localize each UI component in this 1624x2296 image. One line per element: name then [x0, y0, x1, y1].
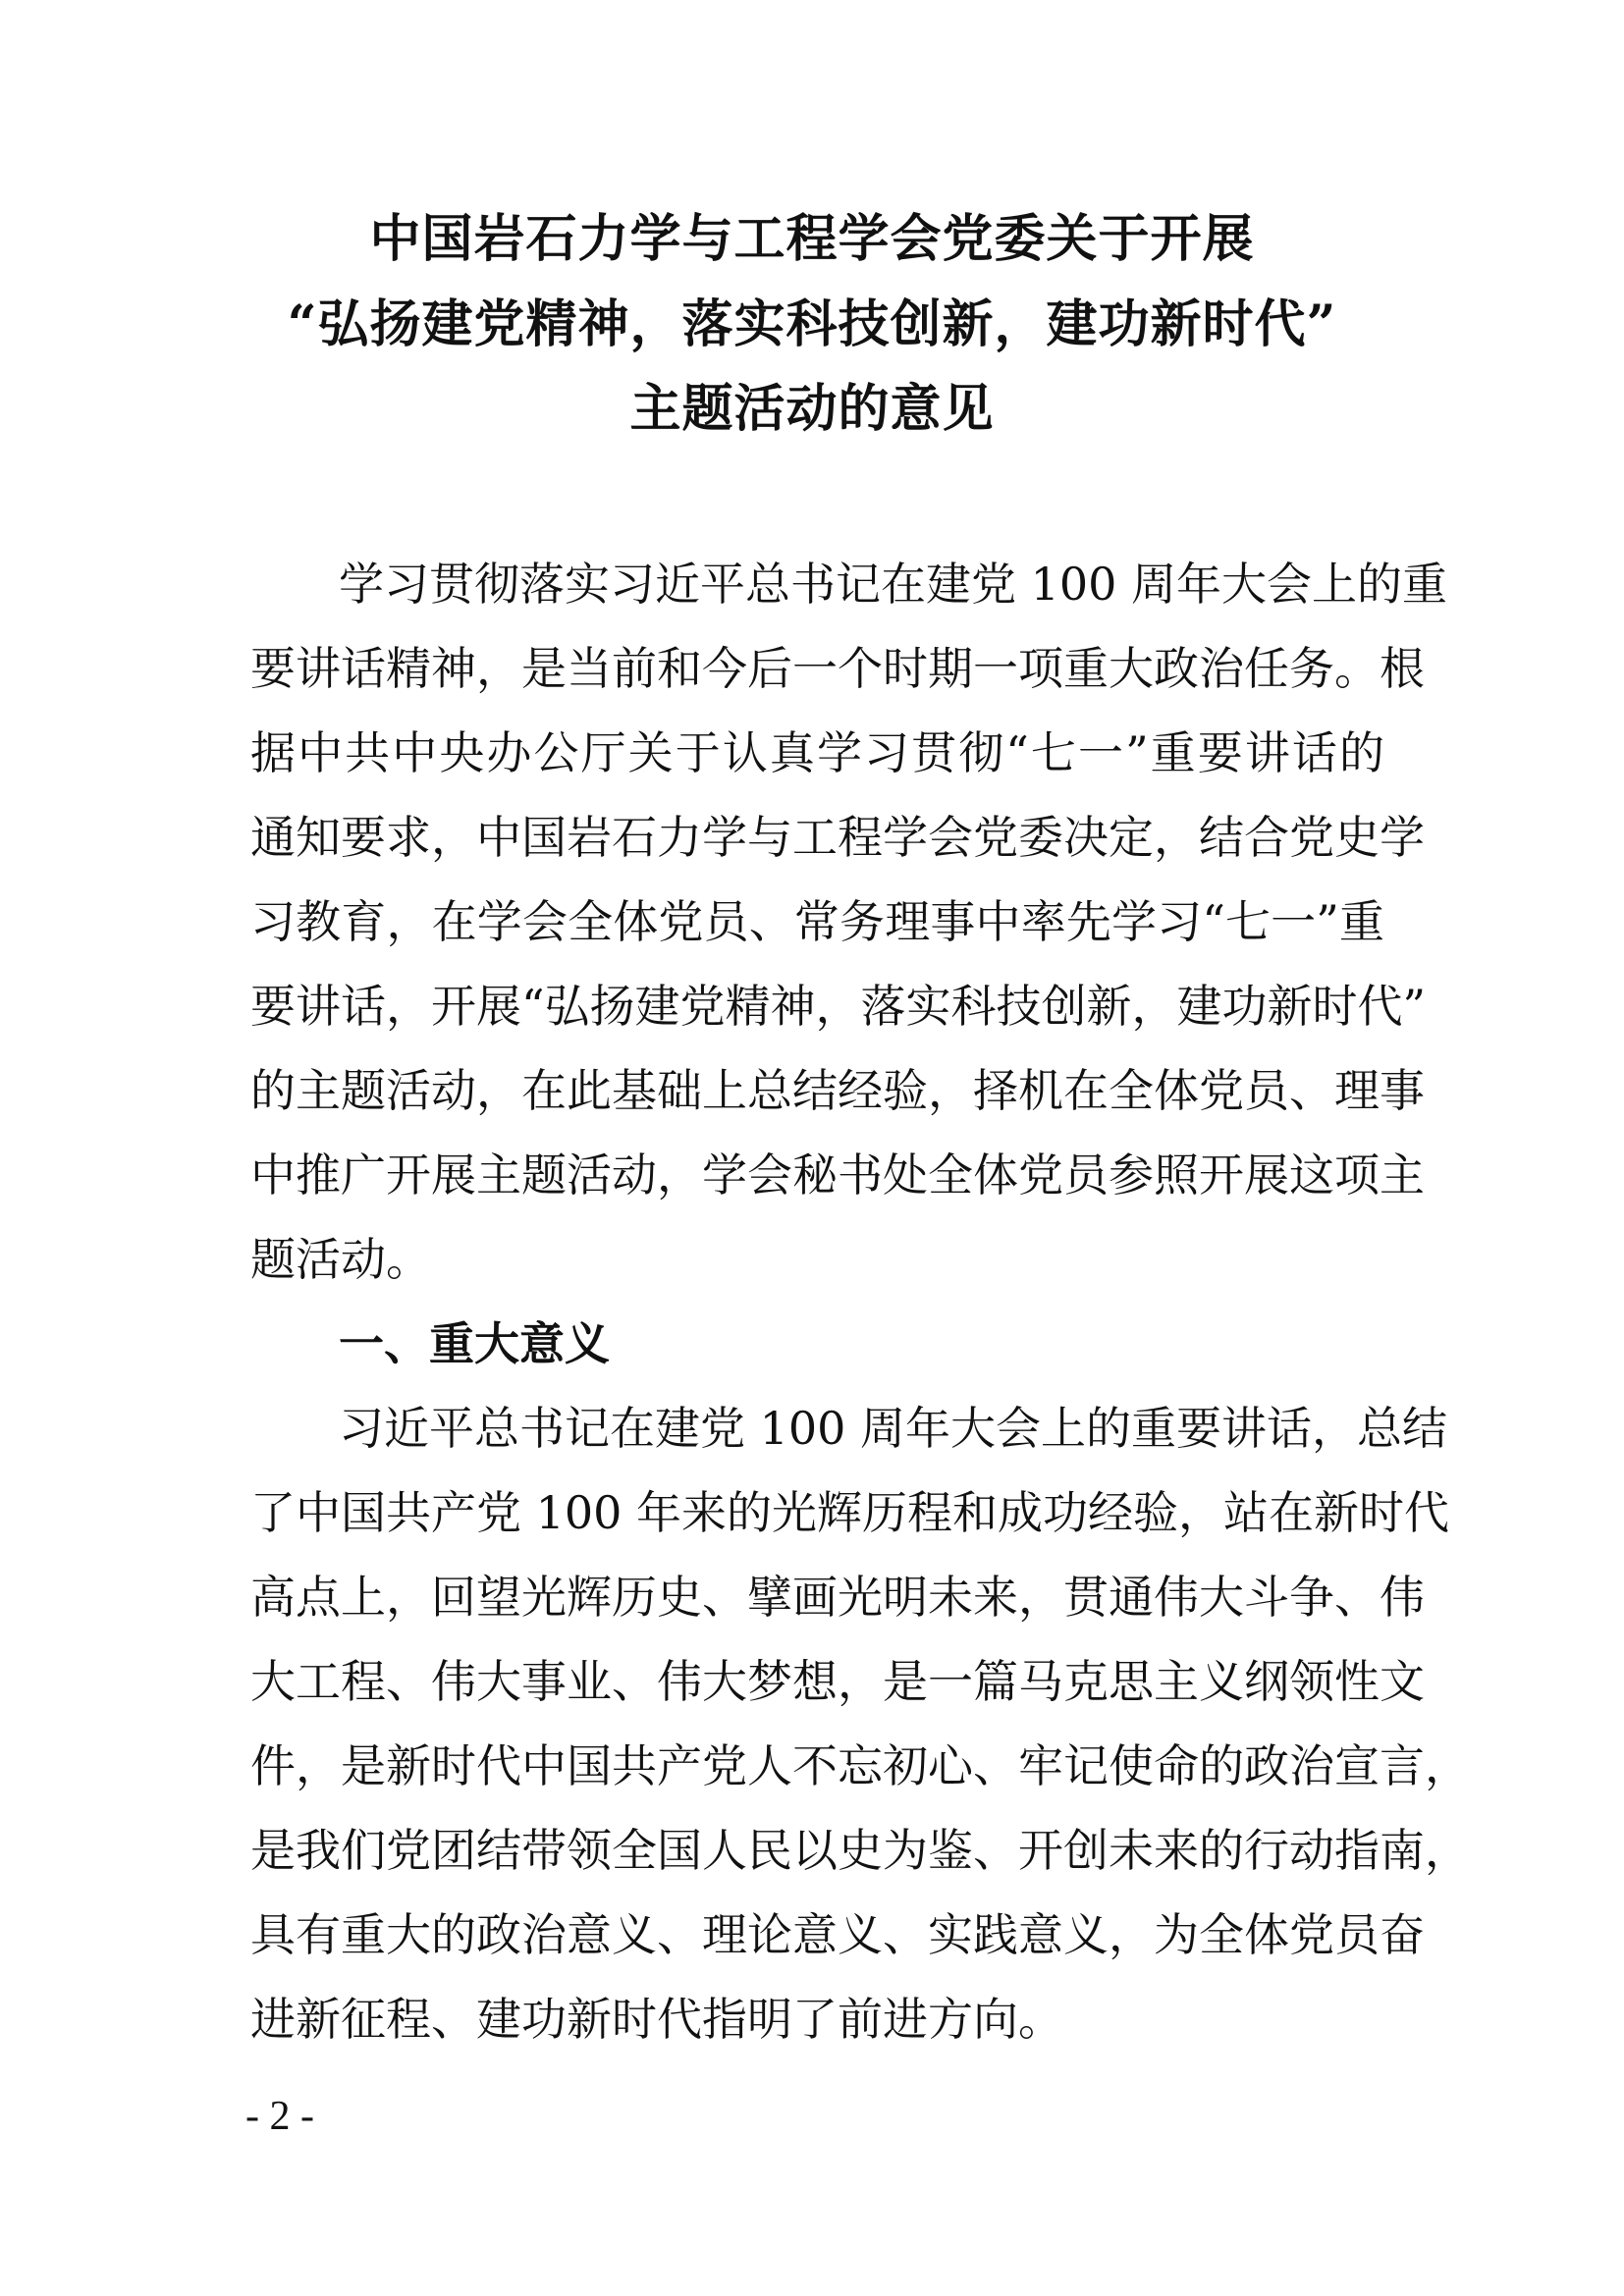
intro-line-6: 要讲话，开展“弘扬建党精神，落实科技创新，建功新时代” [250, 980, 1427, 1033]
intro-line-4: 通知要求，中国岩石力学与工程学会党委决定，结合党史学 [250, 811, 1425, 864]
intro-line-5: 习教育，在学会全体党员、常务理事中率先学习“七一”重 [250, 895, 1384, 948]
section-heading: 一、重大意义 [339, 1317, 610, 1370]
section-line-6: 是我们党团结带领全国人民以史为鉴、开创未来的行动指南， [250, 1824, 1470, 1877]
document-title-line-3: 主题活动的意见 [629, 379, 995, 439]
intro-line-8: 中推广开展主题活动，学会秘书处全体党员参照开展这项主 [250, 1148, 1425, 1201]
page-number: - 2 - [245, 2094, 314, 2139]
section-line-8: 进新征程、建功新时代指明了前进方向。 [250, 1993, 1063, 2046]
section-line-7: 具有重大的政治意义、理论意义、实践意义，为全体党员奋 [250, 1908, 1425, 1961]
document-title-line-1: 中国岩石力学与工程学会党委关于开展 [369, 209, 1255, 269]
intro-line-3: 据中共中央办公厅关于认真学习贯彻“七一”重要讲话的 [250, 726, 1384, 779]
section-line-3: 高点上，回望光辉历史、擘画光明未来，贯通伟大斗争、伟 [250, 1571, 1425, 1624]
section-line-5: 件，是新时代中国共产党人不忘初心、牢记使命的政治宣言， [250, 1739, 1470, 1792]
intro-line-1: 学习贯彻落实习近平总书记在建党 100 周年大会上的重 [339, 558, 1448, 611]
document-title-line-2: “弘扬建党精神，落实科技创新，建功新时代” [287, 294, 1337, 354]
intro-line-7: 的主题活动，在此基础上总结经验，择机在全体党员、理事 [250, 1064, 1425, 1117]
section-line-2: 了中国共产党 100 年来的光辉历程和成功经验，站在新时代 [250, 1486, 1450, 1539]
intro-line-2: 要讲话精神，是当前和今后一个时期一项重大政治任务。根 [250, 642, 1425, 695]
intro-line-9: 题活动。 [250, 1233, 431, 1286]
section-line-1: 习近平总书记在建党 100 周年大会上的重要讲话，总结 [339, 1402, 1448, 1455]
section-line-4: 大工程、伟大事业、伟大梦想，是一篇马克思主义纲领性文 [250, 1655, 1425, 1708]
